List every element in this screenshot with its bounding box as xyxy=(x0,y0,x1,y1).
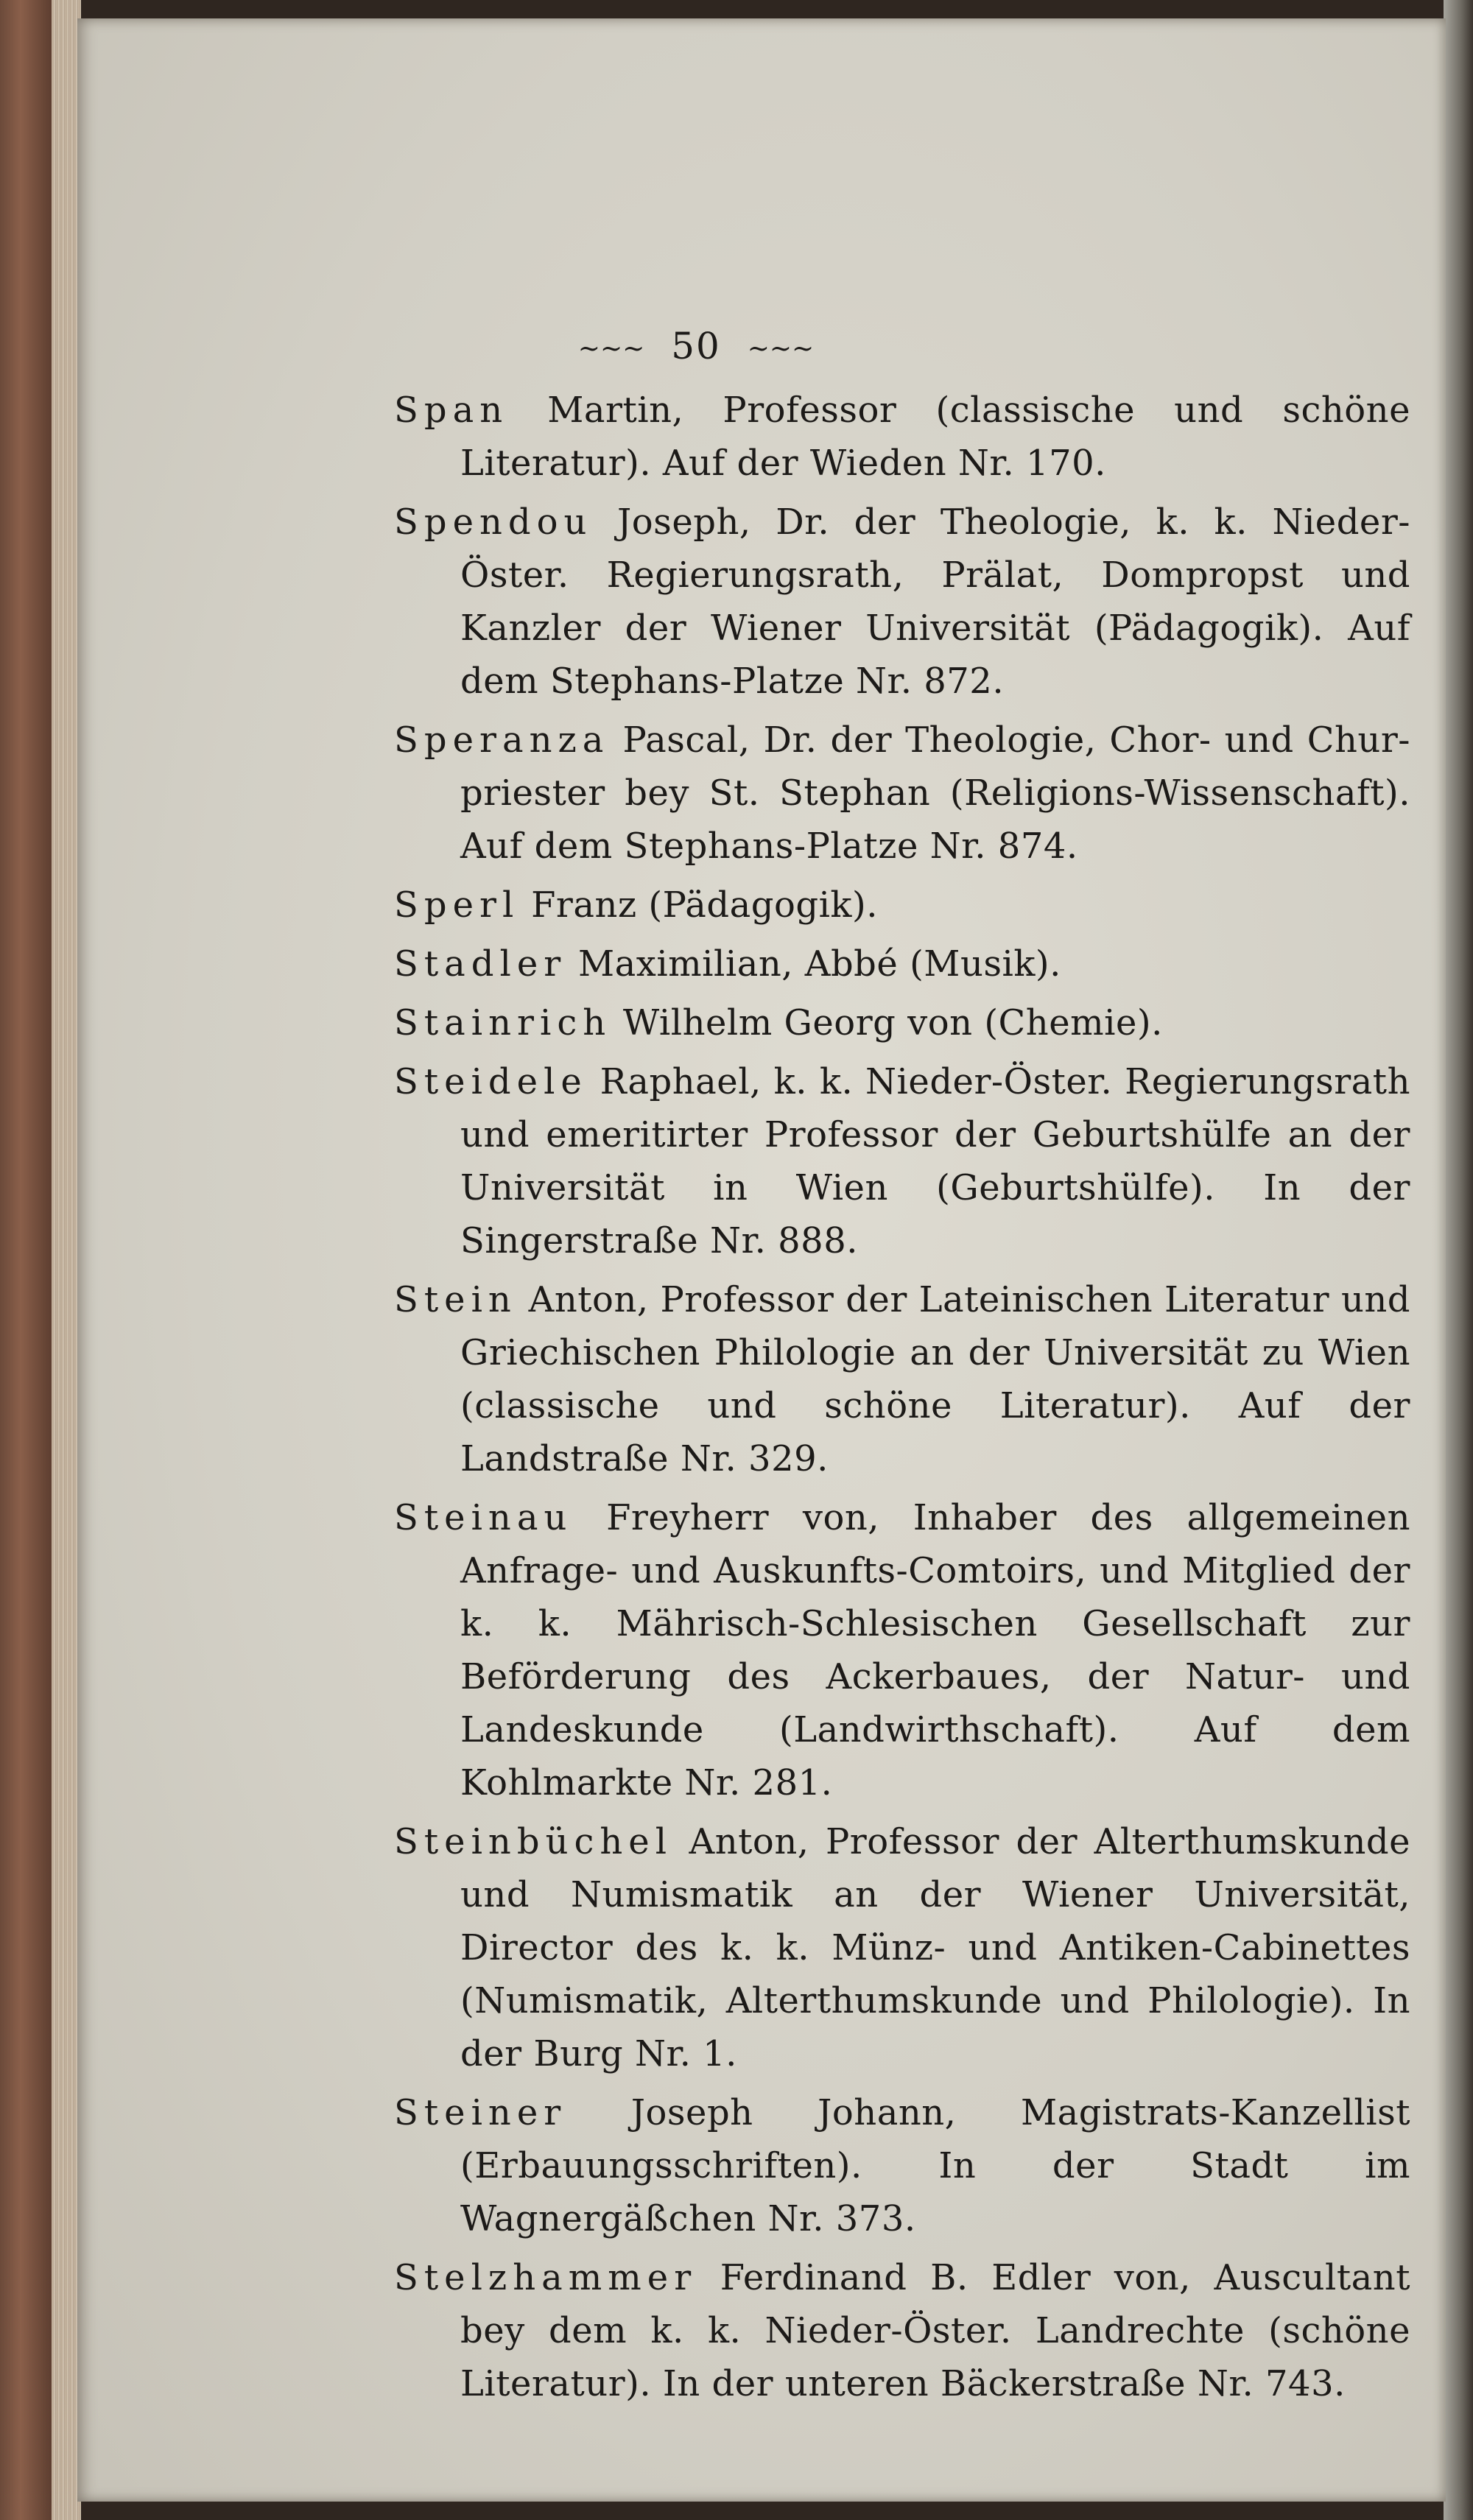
entry-text: Ferdinand B. Edler von, Auscultant bey dem k. k. Nieder-Öster. Landrechte (schöne Literatur). In der unteren Bäckerstraße Nr. 743. xyxy=(460,2257,1410,2404)
entry-sperl xyxy=(394,879,1410,932)
entry-stelzhammer xyxy=(394,2251,1410,2410)
entry-text: Joseph, Dr. der Theologie, k. k. Nieder-Öster. Regierungsrath, Prälat, Dompropst und Kanzler der Wiener Universität (Pädagogik). Auf dem Stephans-Platze Nr. 872. xyxy=(460,501,1410,702)
page-header xyxy=(394,320,998,375)
entry-text: Pascal, Dr. der Theologie, Chor- und Chur-priester bey St. Stephan (Religions-Wissenschaft). Auf dem Stephans-Platze Nr. 874. xyxy=(460,719,1410,867)
entry-name: Speranza xyxy=(394,719,610,761)
entry-stainrich xyxy=(394,996,1410,1049)
page-number: 50 xyxy=(671,325,721,367)
entry-steinbuechel xyxy=(394,1815,1410,2080)
right-edge xyxy=(1444,0,1473,2520)
entry-speranza xyxy=(394,714,1410,873)
entry-steidele xyxy=(394,1055,1410,1267)
entry-steiner xyxy=(394,2086,1410,2245)
entry-name: Steinbüchel xyxy=(394,1821,673,1862)
entry-name: Stein xyxy=(394,1279,517,1320)
entry-text: Raphael, k. k. Nieder-Öster. Regierungsrath und emeritirter Professor der Geburtshülfe an der Universität in Wien (Geburtshülfe). In der Singerstraße Nr. 888. xyxy=(460,1061,1410,1261)
entry-name: Steiner xyxy=(394,2092,567,2133)
entry-stein xyxy=(394,1273,1410,1485)
entry-stadler xyxy=(394,937,1410,990)
entry-steinau xyxy=(394,1491,1410,1809)
entry-name: Steinau xyxy=(394,1497,573,1538)
entry-name: Stelzhammer xyxy=(394,2257,697,2298)
book-binding xyxy=(0,0,52,2520)
entry-text: Anton, Professor der Lateinischen Literatur und Griechischen Philologie an der Universität zu Wien (classische und schöne Literatur). Auf der Landstraße Nr. 329. xyxy=(460,1279,1410,1479)
text-block xyxy=(394,320,1410,2416)
entry-text: Joseph Johann, Magistrats-Kanzellist (Erbauungsschriften). In der Stadt im Wagnergäßchen Nr. 373. xyxy=(460,2092,1410,2239)
header-ornament-right: ~~~ xyxy=(747,334,815,364)
entry-name: Spendou xyxy=(394,501,593,543)
entry-text: Franz (Pädagogik). xyxy=(519,884,878,926)
entry-name: Span xyxy=(394,390,509,431)
entry-name: Steidele xyxy=(394,1061,588,1102)
entry-text: Freyherr von, Inhaber des allgemeinen Anfrage- und Auskunfts-Comtoirs, und Mitglied der k. k. Mährisch-Schlesischen Gesellschaft zur Beförderung des Ackerbaues, der Natur- und Landeskunde (Landwirthschaft). Auf dem Kohlmarkte Nr. 281. xyxy=(460,1497,1410,1803)
page-edges xyxy=(52,0,81,2520)
entry-text: Maximilian, Abbé (Musik). xyxy=(566,943,1061,985)
header-ornament-left: ~~~ xyxy=(577,334,645,364)
entry-text: Wilhelm Georg von (Chemie). xyxy=(611,1002,1163,1043)
entry-span xyxy=(394,384,1410,490)
entry-spendou xyxy=(394,496,1410,708)
entry-name: Sperl xyxy=(394,884,520,926)
entry-text: Martin, Professor (classische und schöne Literatur). Auf der Wieden Nr. 170. xyxy=(460,390,1410,484)
entry-name: Stadler xyxy=(394,943,567,985)
entry-name: Stainrich xyxy=(394,1002,612,1043)
entry-text: Anton, Professor der Alterthumskunde und Numismatik an der Wiener Universität, Director des k. k. Münz- und Antiken-Cabinettes (Numismatik, Alterthumskunde und Philologie). In der Burg Nr. 1. xyxy=(460,1821,1410,2074)
